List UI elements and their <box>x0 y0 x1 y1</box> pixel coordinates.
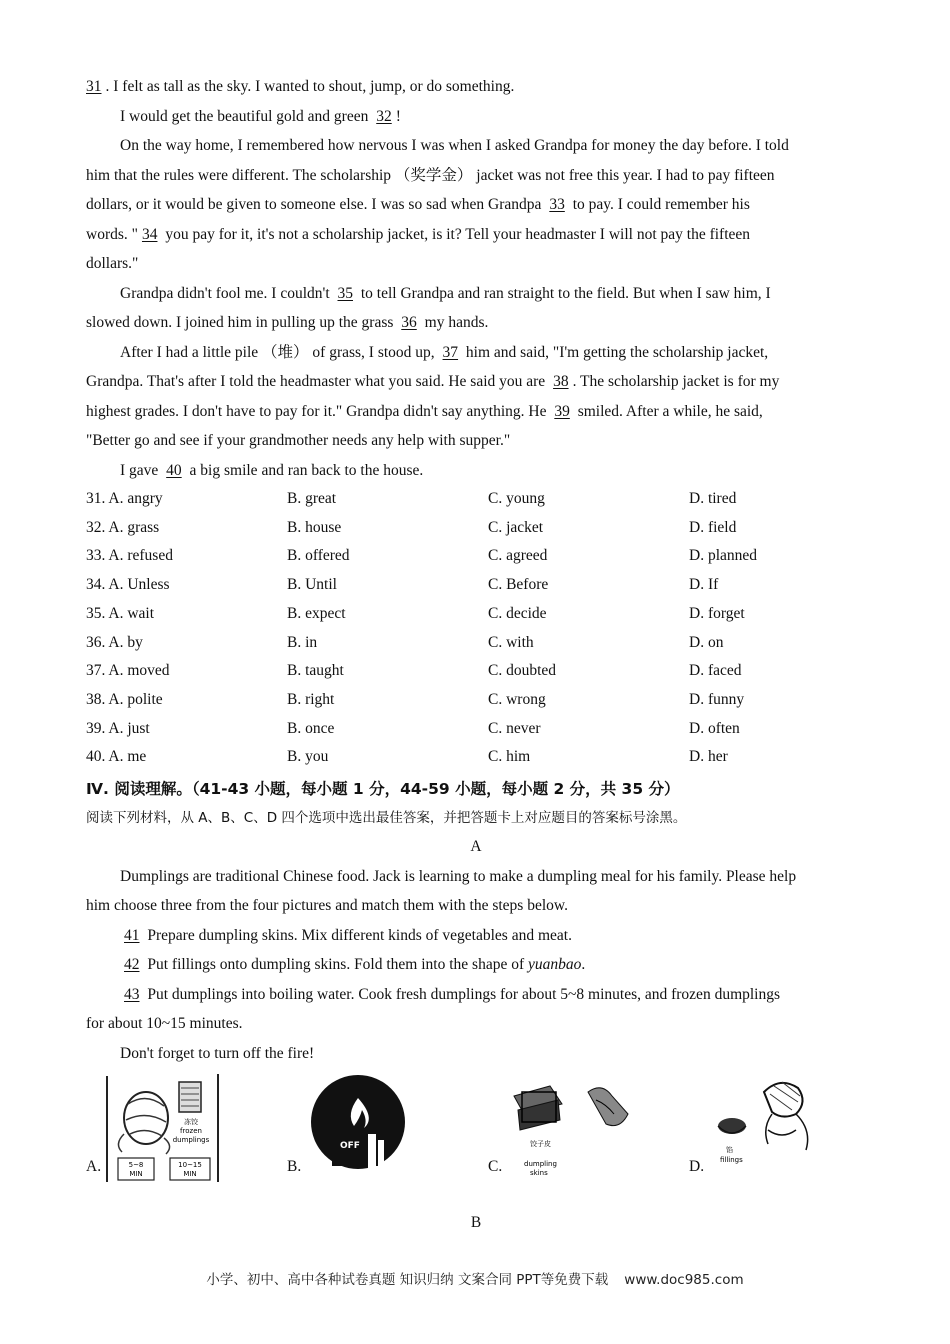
blank-33: 33 <box>549 196 565 213</box>
option: C. wrong <box>488 690 546 708</box>
option: 36. A. by <box>86 633 143 651</box>
time-label-1: 5~8 <box>128 1161 144 1170</box>
option: D. If <box>689 576 719 594</box>
blank-37: 37 <box>442 343 459 361</box>
passage-line: highest grades. I don't have to pay for it." Grandpa didn't say anything. He 39 smiled. After a while, he said, <box>86 397 866 427</box>
part-a-heading: A <box>470 838 482 856</box>
passage-line: Grandpa didn't fool me. I couldn't 35 to tell Grandpa and ran straight to the field. But when I saw him, I <box>86 279 866 309</box>
passage-line: dollars." <box>86 255 139 272</box>
dumpling-skins-picture <box>510 1074 640 1184</box>
option: C. never <box>488 719 541 737</box>
option: 31. A. angry <box>86 490 163 507</box>
document-page <box>86 72 866 1238</box>
option: 35. A. wait <box>86 604 155 622</box>
option: 37. A. moved <box>86 662 170 680</box>
blank-36: 36 <box>401 314 417 331</box>
options-grid <box>86 485 866 772</box>
blank-38: 38 <box>553 373 569 390</box>
frozen-dumplings-picture <box>104 1074 222 1184</box>
time-unit-1: MIN <box>129 1170 143 1179</box>
option: C. decide <box>488 604 547 622</box>
fillings-picture <box>712 1074 824 1178</box>
option: C. him <box>488 748 531 766</box>
step-41: 41 Prepare dumpling skins. Mix different kinds of vegetables and meat. <box>124 926 572 944</box>
blank-39: 39 <box>554 402 570 420</box>
frozen-en-label-2: dumplings <box>172 1136 210 1145</box>
step-42: 42 Put fillings onto dumpling skins. Fold them into the shape of yuanbao. <box>124 956 586 974</box>
option: D. her <box>689 748 728 766</box>
time-unit-2: MIN <box>183 1170 197 1179</box>
option: B. great <box>287 490 337 507</box>
option: 40. A. me <box>86 748 147 766</box>
option: B. you <box>287 748 329 766</box>
option: C. agreed <box>488 547 548 565</box>
option: B. expect <box>287 604 346 622</box>
option: C. Before <box>488 576 549 594</box>
option: 39. A. just <box>86 719 150 737</box>
picture-c-label: C. <box>488 1158 503 1176</box>
option: B. right <box>287 690 335 708</box>
option: D. funny <box>689 690 745 708</box>
option: B. house <box>287 518 342 536</box>
option: D. faced <box>689 662 742 680</box>
passage-line: for about 10~15 minutes. <box>86 1015 243 1033</box>
step-43: 43 Put dumplings into boiling water. Cook fresh dumplings for about 5~8 minutes, and frozen dumplings <box>124 985 781 1003</box>
picture-b-label: B. <box>287 1158 302 1176</box>
frozen-cn-label: 冻饺 <box>184 1118 198 1127</box>
option: D. planned <box>689 547 758 565</box>
option: B. in <box>287 633 318 651</box>
passage-line: slowed down. I joined him in pulling up the grass 36 my hands. <box>86 308 866 338</box>
option: D. often <box>689 719 740 737</box>
footer-url[interactable]: www.doc985.com <box>624 1272 744 1288</box>
passage-line: On the way home, I remembered how nervous I was when I asked Grandpa for money the day before. I told <box>120 137 789 154</box>
footer-text: 小学、初中、高中各种试卷真题 知识归纳 文案合同 PPT等免费下载 <box>206 1272 609 1288</box>
blank-34: 34 <box>141 225 158 243</box>
picture-d-label: D. <box>689 1158 705 1176</box>
passage-line: I gave 40 a big smile and ran back to the house. <box>86 456 866 486</box>
passage-line: dollars, or it would be given to someone else. I was so sad when Grandpa 33 to pay. I could remember his <box>86 190 866 220</box>
passage-line: him choose three from the four pictures and match them with the steps below. <box>86 897 568 915</box>
option: D. tired <box>689 490 737 507</box>
option: B. offered <box>287 547 350 565</box>
footer <box>0 1268 950 1288</box>
passage-line: Grandpa. That's after I told the headmaster what you said. He said you are 38 . The scholarship jacket is for my <box>86 367 866 397</box>
fire-off-picture <box>310 1074 410 1176</box>
passage-line: him that the rules were different. The scholarship （奖学金） jacket was not free this year. I had to pay fifteen <box>86 166 775 184</box>
skins-en-label-1: dumpling <box>524 1160 557 1169</box>
blank-40: 40 <box>166 461 182 479</box>
passage-line: "Better go and see if your grandmother needs any help with supper." <box>86 432 511 449</box>
frozen-en-label-1: frozen <box>180 1127 202 1136</box>
picture-options <box>86 1074 866 1194</box>
option: C. with <box>488 633 534 651</box>
section-instruction: 阅读下列材料，从 A、B、C、D 四个选项中选出最佳答案，并把答题卡上对应题目的答案标号涂黑。 <box>86 810 687 827</box>
option: 34. A. Unless <box>86 576 170 594</box>
option: C. young <box>488 490 545 507</box>
passage-line: I would get the beautiful gold and green 32 ! <box>86 102 866 132</box>
time-label-2: 10~15 <box>178 1161 202 1170</box>
option: C. doubted <box>488 662 557 680</box>
skins-en-label-2: skins <box>530 1169 548 1178</box>
option: B. Until <box>287 576 337 594</box>
option: 32. A. grass <box>86 518 160 536</box>
off-label: OFF <box>340 1141 360 1152</box>
picture-a-label: A. <box>86 1158 102 1176</box>
option: B. taught <box>287 662 344 680</box>
passage-line: After I had a little pile （堆） of grass, I stood up, 37 him and said, "I'm getting the scholarship jacket, <box>86 338 866 368</box>
fillings-cn-label: 馅 <box>726 1146 733 1155</box>
part-b-heading: B <box>470 1214 482 1232</box>
option: D. field <box>689 518 737 536</box>
option: 33. A. refused <box>86 547 173 565</box>
option: C. jacket <box>488 518 544 536</box>
skins-cn-label: 饺子皮 <box>530 1140 551 1149</box>
passage-line: 31 . I felt as tall as the sky. I wanted to shout, jump, or do something. <box>86 72 866 102</box>
reminder-line: Don't forget to turn off the fire! <box>120 1044 315 1062</box>
option: B. once <box>287 719 335 737</box>
blank-31: 31 <box>86 78 102 95</box>
passage-line: Dumplings are traditional Chinese food. Jack is learning to make a dumpling meal for his family. Please help <box>120 867 797 885</box>
section-title: Ⅳ. 阅读理解。（41-43 小题，每小题 1 分，44-59 小题，每小题 2 分，共 35 分） <box>86 780 680 799</box>
fillings-en-label: fillings <box>720 1156 743 1165</box>
option: D. forget <box>689 604 745 622</box>
blank-32: 32 <box>376 107 392 125</box>
option: 38. A. polite <box>86 690 163 708</box>
option: D. on <box>689 633 724 651</box>
blank-35: 35 <box>337 284 353 302</box>
passage-line: words. " 34 you pay for it, it's not a scholarship jacket, is it? Tell your headmaster I will not pay the fifteen <box>86 220 866 250</box>
